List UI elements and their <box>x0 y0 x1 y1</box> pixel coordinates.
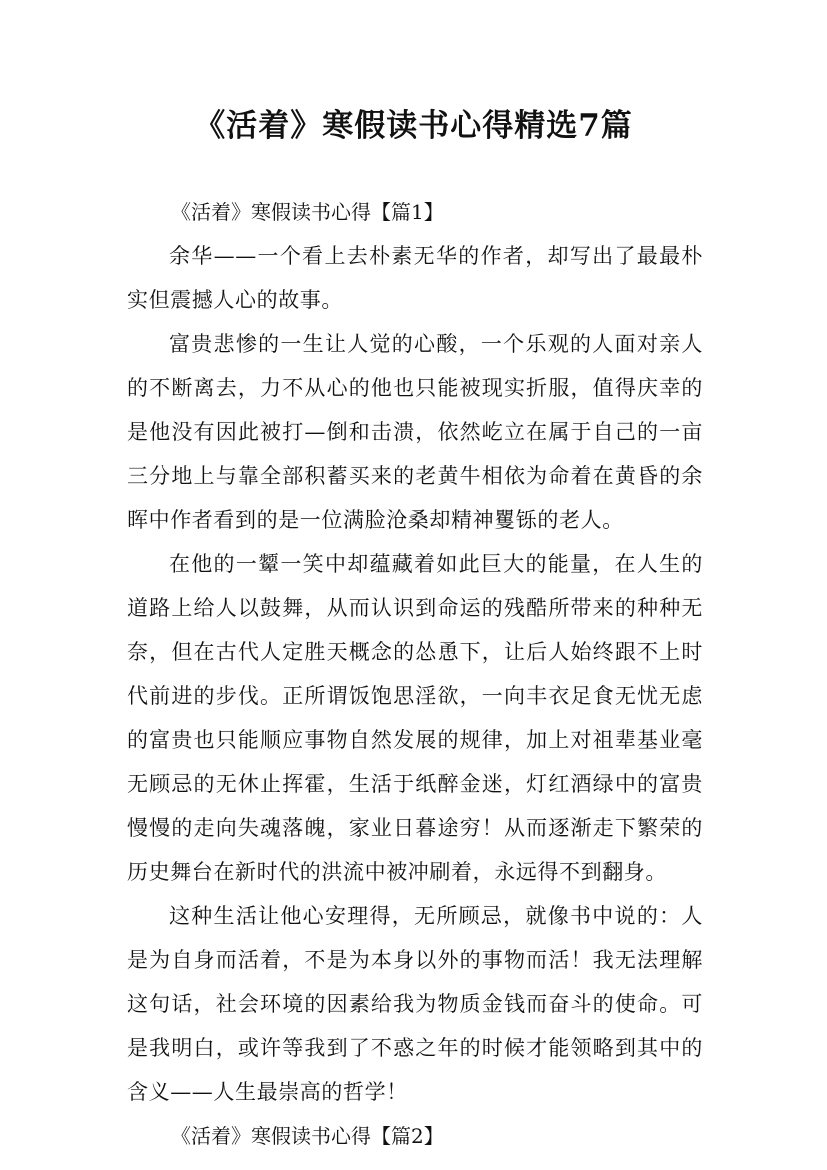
section-heading-1: 《活着》寒假读书心得【篇1】 <box>171 200 444 224</box>
section-heading-2: 《活着》寒假读书心得【篇2】 <box>171 1124 444 1148</box>
document-title: 《活着》寒假读书心得精选7篇 <box>194 108 633 144</box>
paragraph-2: 富贵悲惨的一生让人觉的心酸，一个乐观的人面对亲人的不断离去，力不从心的他也只能被现实折服，值得庆幸的是他没有因此被打—倒和击溃，依然屹立在属于自己的一亩三分地上与靠全部积蓄买来的老黄牛相依为命着在黄昏的余晖中作者看到的是一位满脸沧桑却精神矍铄的老人。 <box>127 332 703 532</box>
document-body <box>127 190 703 1158</box>
paragraph-3: 在他的一颦一笑中却蕴藏着如此巨大的能量，在人生的道路上给人以鼓舞，从而认识到命运的残酷所带来的种种无奈，但在古代人定胜天概念的怂恿下，让后人始终跟不上时代前进的步伐。正所谓饭饱思淫欲，一向丰衣足食无忧无虑的富贵也只能顺应事物自然发展的规律，加上对祖辈基业毫无顾忌的无休止挥霍，生活于纸醉金迷，灯红酒绿中的富贵慢慢的走向失魂落魄，家业日暮途穷！从而逐渐走下繁荣的历史舞台在新时代的洪流中被冲刷着，永远得不到翻身。 <box>127 552 703 884</box>
paragraph-4: 这种生活让他心安理得，无所顾忌，就像书中说的：人是为自身而活着，不是为本身以外的事物而活！我无法理解这句话，社会环境的因素给我为物质金钱而奋斗的使命。可是我明白，或许等我到了不惑之年的时候才能领略到其中的含义——人生最崇高的哲学！ <box>127 904 703 1104</box>
paragraph-1: 余华——一个看上去朴素无华的作者，却写出了最最朴实但震撼人心的故事。 <box>127 244 703 312</box>
